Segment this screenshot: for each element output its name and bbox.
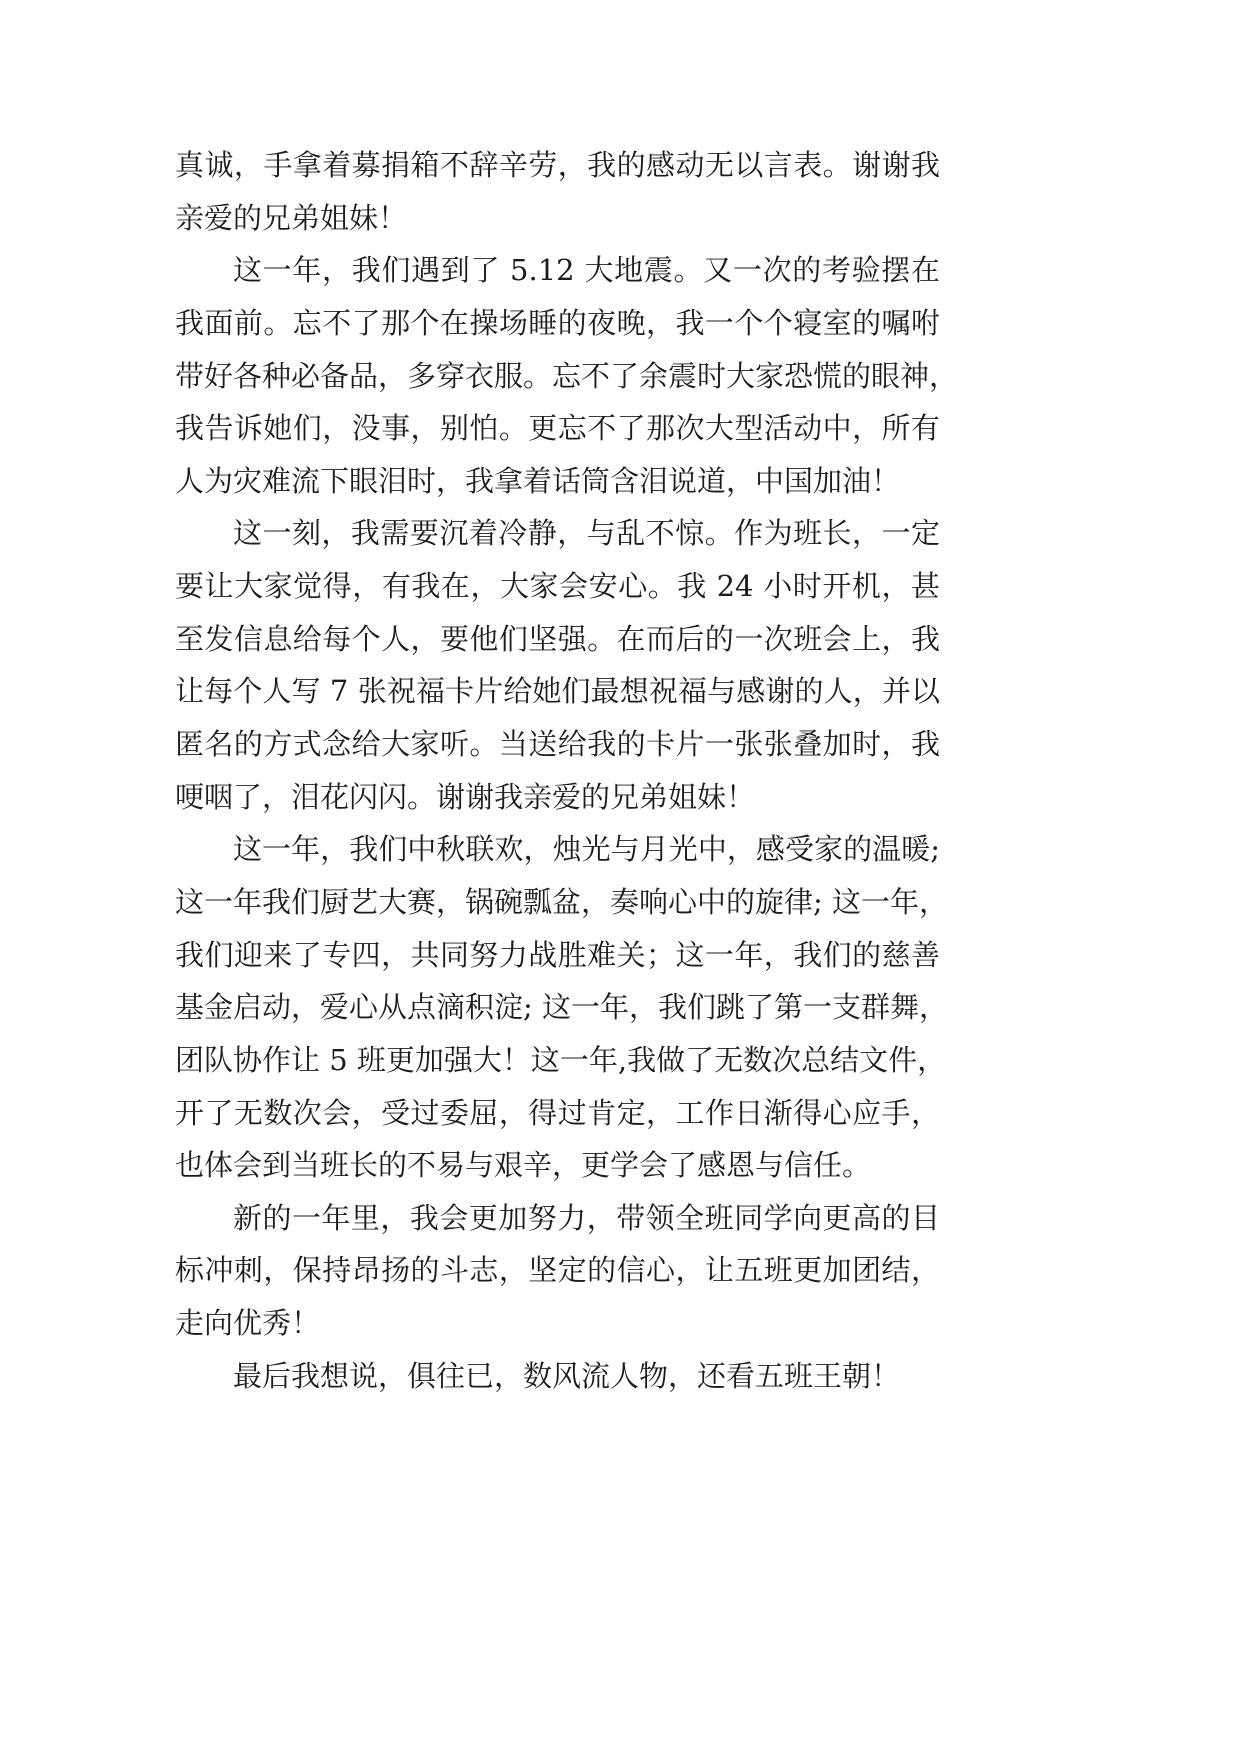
text-line: 也体会到当班长的不易与艰辛，更学会了感恩与信任。 [175,1148,872,1183]
paragraph-4 [175,823,948,1191]
text-line: 我面前。忘不了那个在操场睡的夜晚，我一个个寝室的嘱咐 [175,305,940,340]
text-line: 至发信息给每个人，要他们坚强。在而后的一次班会上，我 [175,621,940,656]
text-line: 我告诉她们，没事，别怕。更忘不了那次大型活动中，所有 [175,411,940,446]
text-line: 这一年，我们遇到了 5.12 大地震。又一次的考验摆在 [233,253,940,288]
text-line: 这一刻，我需要沉着冷静，与乱不惊。作为班长，一定 [233,516,940,551]
text-line: 标冲刺，保持昂扬的斗志，坚定的信心，让五班更加团结， [175,1253,940,1288]
paragraph-3 [175,507,940,823]
text-line: 让每个人写 7 张祝福卡片给她们最想祝福与感谢的人，并以 [175,674,940,709]
text-line: 走向优秀！ [175,1306,321,1341]
text-line: 这一年我们厨艺大赛，锅碗瓢盆，奏响心中的旋律; 这一年， [175,884,948,919]
text-line: 开了无数次会，受过委屈，得过肯定，工作日渐得心应手， [175,1095,940,1130]
text-line: 带好各种必备品，多穿衣服。忘不了余震时大家恐慌的眼神， [175,358,959,393]
text-line: 最后我想说，俱往已，数风流人物，还看五班王朝！ [233,1358,901,1393]
paragraph-6 [175,1350,940,1403]
paragraph-1 [175,139,940,244]
body-text [175,139,959,1402]
text-line: 团队协作让 5 班更加强大！这一年,我做了无数次总结文件， [175,1042,947,1077]
text-line: 亲爱的兄弟姐妹！ [175,200,408,235]
text-line: 要让大家觉得，有我在，大家会安心。我 24 小时开机，甚 [175,569,940,604]
paragraph-5 [175,1192,940,1350]
text-line: 匿名的方式念给大家听。当送给我的卡片一张张叠加时，我 [175,727,940,762]
text-line: 新的一年里，我会更加努力，带领全班同学向更高的目 [233,1200,940,1235]
text-line: 真诚，手拿着募捐箱不辞辛劳，我的感动无以言表。谢谢我 [175,148,940,182]
text-line: 哽咽了，泪花闪闪。谢谢我亲爱的兄弟姐妹！ [175,779,756,814]
paragraph-2 [175,244,959,507]
text-line: 人为灾难流下眼泪时，我拿着话筒含泪说道，中国加油！ [175,463,901,498]
text-line: 这一年，我们中秋联欢，烛光与月光中，感受家的温暖; [233,832,940,867]
text-line: 我们迎来了专四，共同努力战胜难关；这一年，我们的慈善 [175,937,940,972]
text-line: 基金启动，爱心从点滴积淀; 这一年，我们跳了第一支群舞， [175,990,948,1025]
